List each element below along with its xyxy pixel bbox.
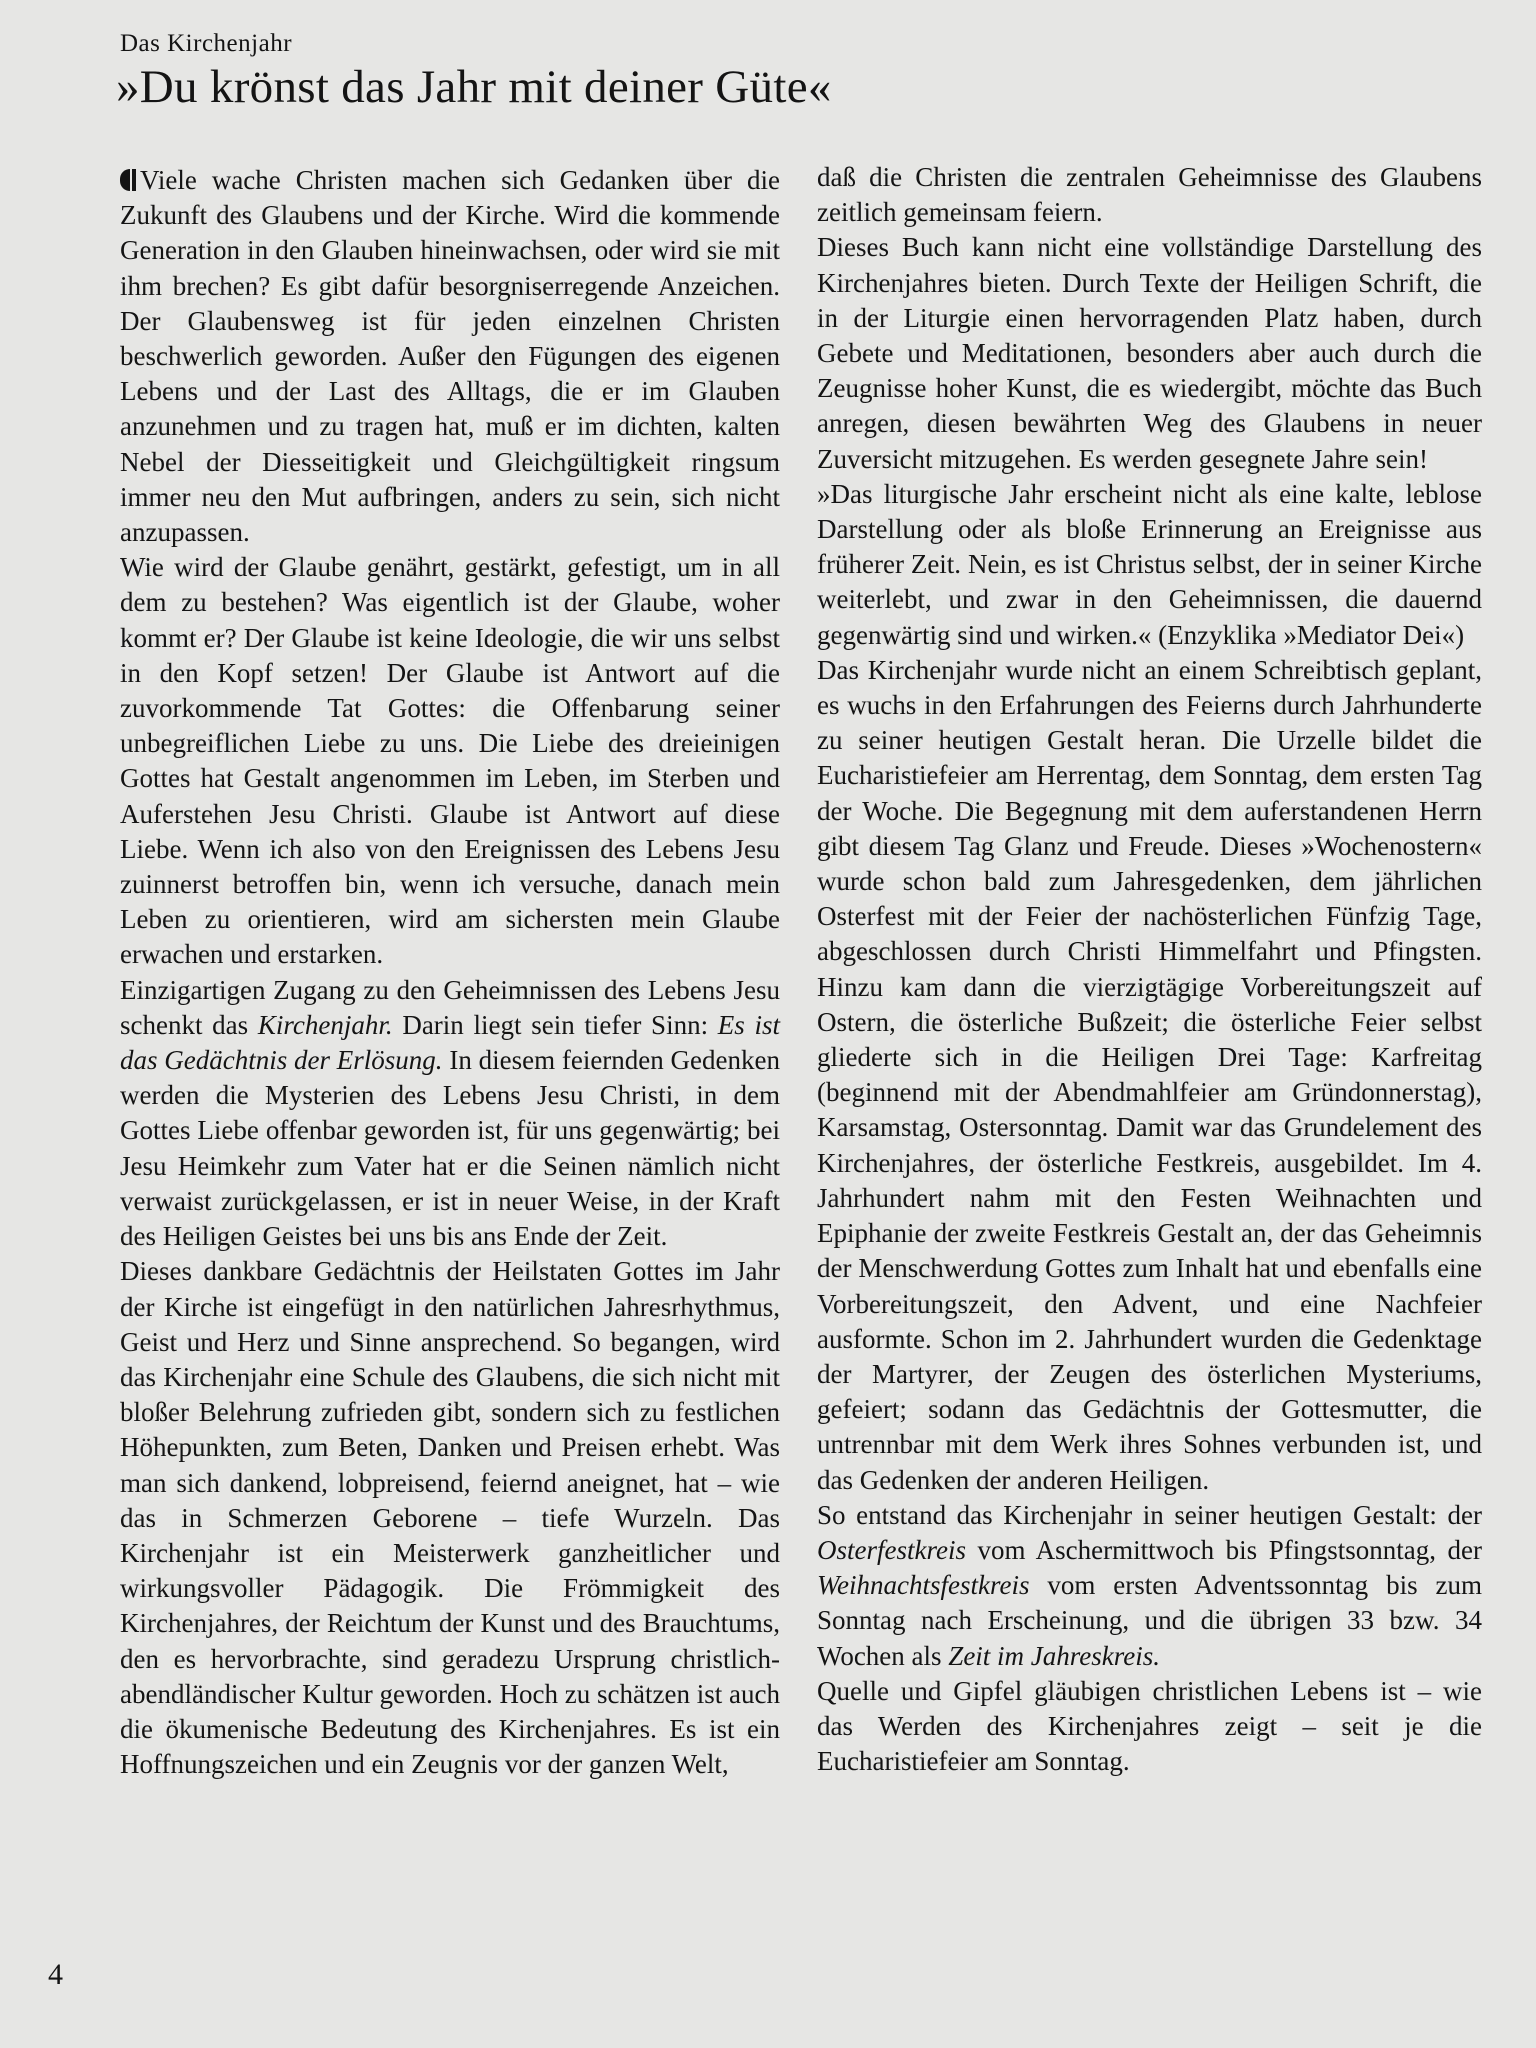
paragraph-marker-icon [120, 163, 130, 198]
paragraph: daß die Christen die zentralen Geheimnisse des Glaubens zeitlich gemeinsam feiern. [817, 162, 1482, 228]
paragraph [817, 1498, 1482, 1674]
text-run: vom ersten Adventssonntag bis zum Sonntag nach Erscheinung, und die übrigen 33 bzw. 34 Wochen als [817, 1570, 1482, 1671]
paragraph [120, 973, 780, 1255]
right-text-column [817, 160, 1482, 1779]
text-run: So entstand das Kirchenjahr in seiner heutigen Gestalt: der [817, 1499, 1482, 1530]
paragraph: Das Kirchenjahr wurde nicht an einem Schreibtisch geplant, es wuchs in den Erfahrungen des Feierns durch Jahrhunderte zu seiner heutigen Gestalt heran. Die Urzelle bildet die Eucharistiefeier am Herrentag, dem Sonntag, dem ersten Tag der Woche. Die Begegnung mit dem auferstandenen Herrn gibt diesem Tag Glanz und Freude. Dieses »Wochenostern« wurde schon bald zum Jahresgedenken, dem jährlichen Osterfest mit der Feier der nachösterlichen Fünfzig Tage, abgeschlossen durch Christi Himmelfahrt und Pfingsten. Hinzu kam dann die vierzigtägige Vorbereitungszeit auf Ostern, die österliche Bußzeit; die österliche Feier selbst gliederte sich in die Heiligen Drei Tage: Karfreitag (beginnend mit der Abendmahlfeier am Gründonnerstag), Karsamstag, Ostersonntag. Damit war das Grundelement des Kirchenjahres, der österliche Festkreis, ausgebildet. Im 4. Jahrhundert nahm mit den Festen Weihnachten und Epiphanie der zweite Festkreis Gestalt an, der das Geheimnis der Menschwerdung Gottes zum Inhalt hat und ebenfalls eine Vorbereitungszeit, den Advent, und eine Nachfeier ausformte. Schon im 2. Jahrhundert wurden die Gedenktage der Martyrer, der Zeugen des österlichen Mysteriums, gefeiert; sodann das Gedächtnis der Gottesmutter, die untrennbar mit dem Werk ihres Sohnes verbunden ist, und das Gedenken der anderen Heiligen. [817, 654, 1482, 1495]
left-text-column [120, 163, 780, 1782]
page-number: 4 [48, 1958, 63, 1991]
page-title: »Du krönst das Jahr mit deiner Güte« [116, 61, 832, 113]
paragraph [120, 163, 780, 550]
paragraph: Dieses dankbare Gedächtnis der Heilstaten Gottes im Jahr der Kirche ist eingefügt in den natürlichen Jahresrhythmus, Geist und Herz und Sinne ansprechend. So begangen, wird das Kirchenjahr eine Schule des Glaubens, die sich nicht mit bloßer Belehrung zufrieden gibt, sondern sich zu festlichen Höhepunkten, zum Beten, Danken und Preisen erhebt. Was man sich dankend, lobpreisend, feiernd aneignet, hat – wie das in Schmerzen Geborene – tiefe Wurzeln. Das Kirchenjahr ist ein Meisterwerk ganzheitlicher und wirkungsvoller Pädagogik. Die Frömmigkeit des Kirchenjahres, der Reichtum der Kunst und des Brauchtums, den es hervorbrachte, sind geradezu Ursprung christlich-abendländischer Kultur geworden. Hoch zu schätzen ist auch die ökumenische Bedeutung des Kirchenjahres. Es ist ein Hoffnungszeichen und ein Zeugnis vor der ganzen Welt, [120, 1256, 780, 1780]
text-run: Einzigartigen Zugang zu den Geheimnissen des Lebens Jesu schenkt das [120, 974, 780, 1040]
emphasis: Zeit im Jahreskreis. [948, 1640, 1161, 1671]
text-run: vom Aschermittwoch bis Pfingstsonntag, der [965, 1534, 1482, 1565]
emphasis: Osterfestkreis [817, 1534, 966, 1565]
quote-paragraph: »Das liturgische Jahr erscheint nicht als eine kalte, leblose Darstellung oder als bloße Erinnerung an Ereignisse aus früherer Zeit. Nein, es ist Christus selbst, der in seiner Kirche weiterlebt, und zwar in den Geheimnissen, die dauernd gegenwärtig sind und wirken.« (Enzyklika »Mediator Dei«) [817, 478, 1482, 650]
paragraph: Quelle und Gipfel gläubigen christlichen Lebens ist – wie das Werden des Kirchenjahres zeigt – seit je die Eucharistiefeier am Sonntag. [817, 1675, 1482, 1777]
section-kicker: Das Kirchenjahr [120, 30, 293, 57]
emphasis: Es ist das Gedächtnis der Erlösung. [120, 1009, 780, 1076]
paragraph: Dieses Buch kann nicht eine vollständige Darstellung des Kirchenjahres bieten. Durch Texte der Heiligen Schrift, die in der Liturgie einen hervorragenden Platz haben, durch Gebete und Meditationen, besonders aber auch durch die Zeugnisse hoher Kunst, die es wiedergibt, möchte das Buch anregen, diesen bewährten Weg des Glaubens in neuer Zuversicht mitzugehen. Es werden gesegnete Jahre sein! [817, 232, 1482, 474]
emphasis: Weihnachtsfestkreis [817, 1570, 1030, 1601]
emphasis: Kirchenjahr. [257, 1009, 393, 1040]
paragraph-text: Viele wache Christen machen sich Gedanken über die Zukunft des Glaubens und der Kirche. Wird die kommende Generation in den Glauben hineinwachsen, oder wird sie mit ihm brechen? Es gibt dafür besorgniserregende Anzeichen. Der Glaubensweg ist für jeden einzelnen Christen beschwerlich geworden. Außer den Fügungen des eigenen Lebens und der Last des Alltags, die er im Glauben anzunehmen und zu tragen hat, muß er im dichten, kalten Nebel der Diesseitigkeit und Gleichgültigkeit ringsum immer neu den Mut aufbringen, anders zu sein, sich nicht anzupassen. [120, 165, 780, 548]
text-run: Darin liegt sein tiefer Sinn: [392, 1009, 718, 1040]
paragraph: Wie wird der Glaube genährt, gestärkt, gefestigt, um in all dem zu bestehen? Was eigentlich ist der Glaube, woher kommt er? Der Glaube ist keine Ideologie, die wir uns selbst in den Kopf setzen! Der Glaube ist Antwort auf die zuvorkommende Tat Gottes: die Offenbarung seiner unbegreiflichen Liebe zu uns. Die Liebe des dreieinigen Gottes hat Gestalt angenommen im Leben, im Sterben und Auferstehen Jesu Christi. Glaube ist Antwort auf diese Liebe. Wenn ich also von den Ereignissen des Lebens Jesu zuinnerst betroffen bin, wenn ich versuche, danach mein Leben zu orientieren, wird am sichersten mein Glaube erwachen und erstarken. [120, 552, 780, 970]
text-run: In diesem feiernden Gedenken werden die Mysterien des Lebens Jesu Christi, in dem Gottes Liebe offenbar geworden ist, für uns gegenwärtig; bei Jesu Heimkehr zum Vater hat er die Seinen nämlich nicht verwaist zurückgelassen, er ist in neuer Weise, in der Kraft des Heiligen Geistes bei uns bis ans Ende der Zeit. [120, 1045, 781, 1252]
